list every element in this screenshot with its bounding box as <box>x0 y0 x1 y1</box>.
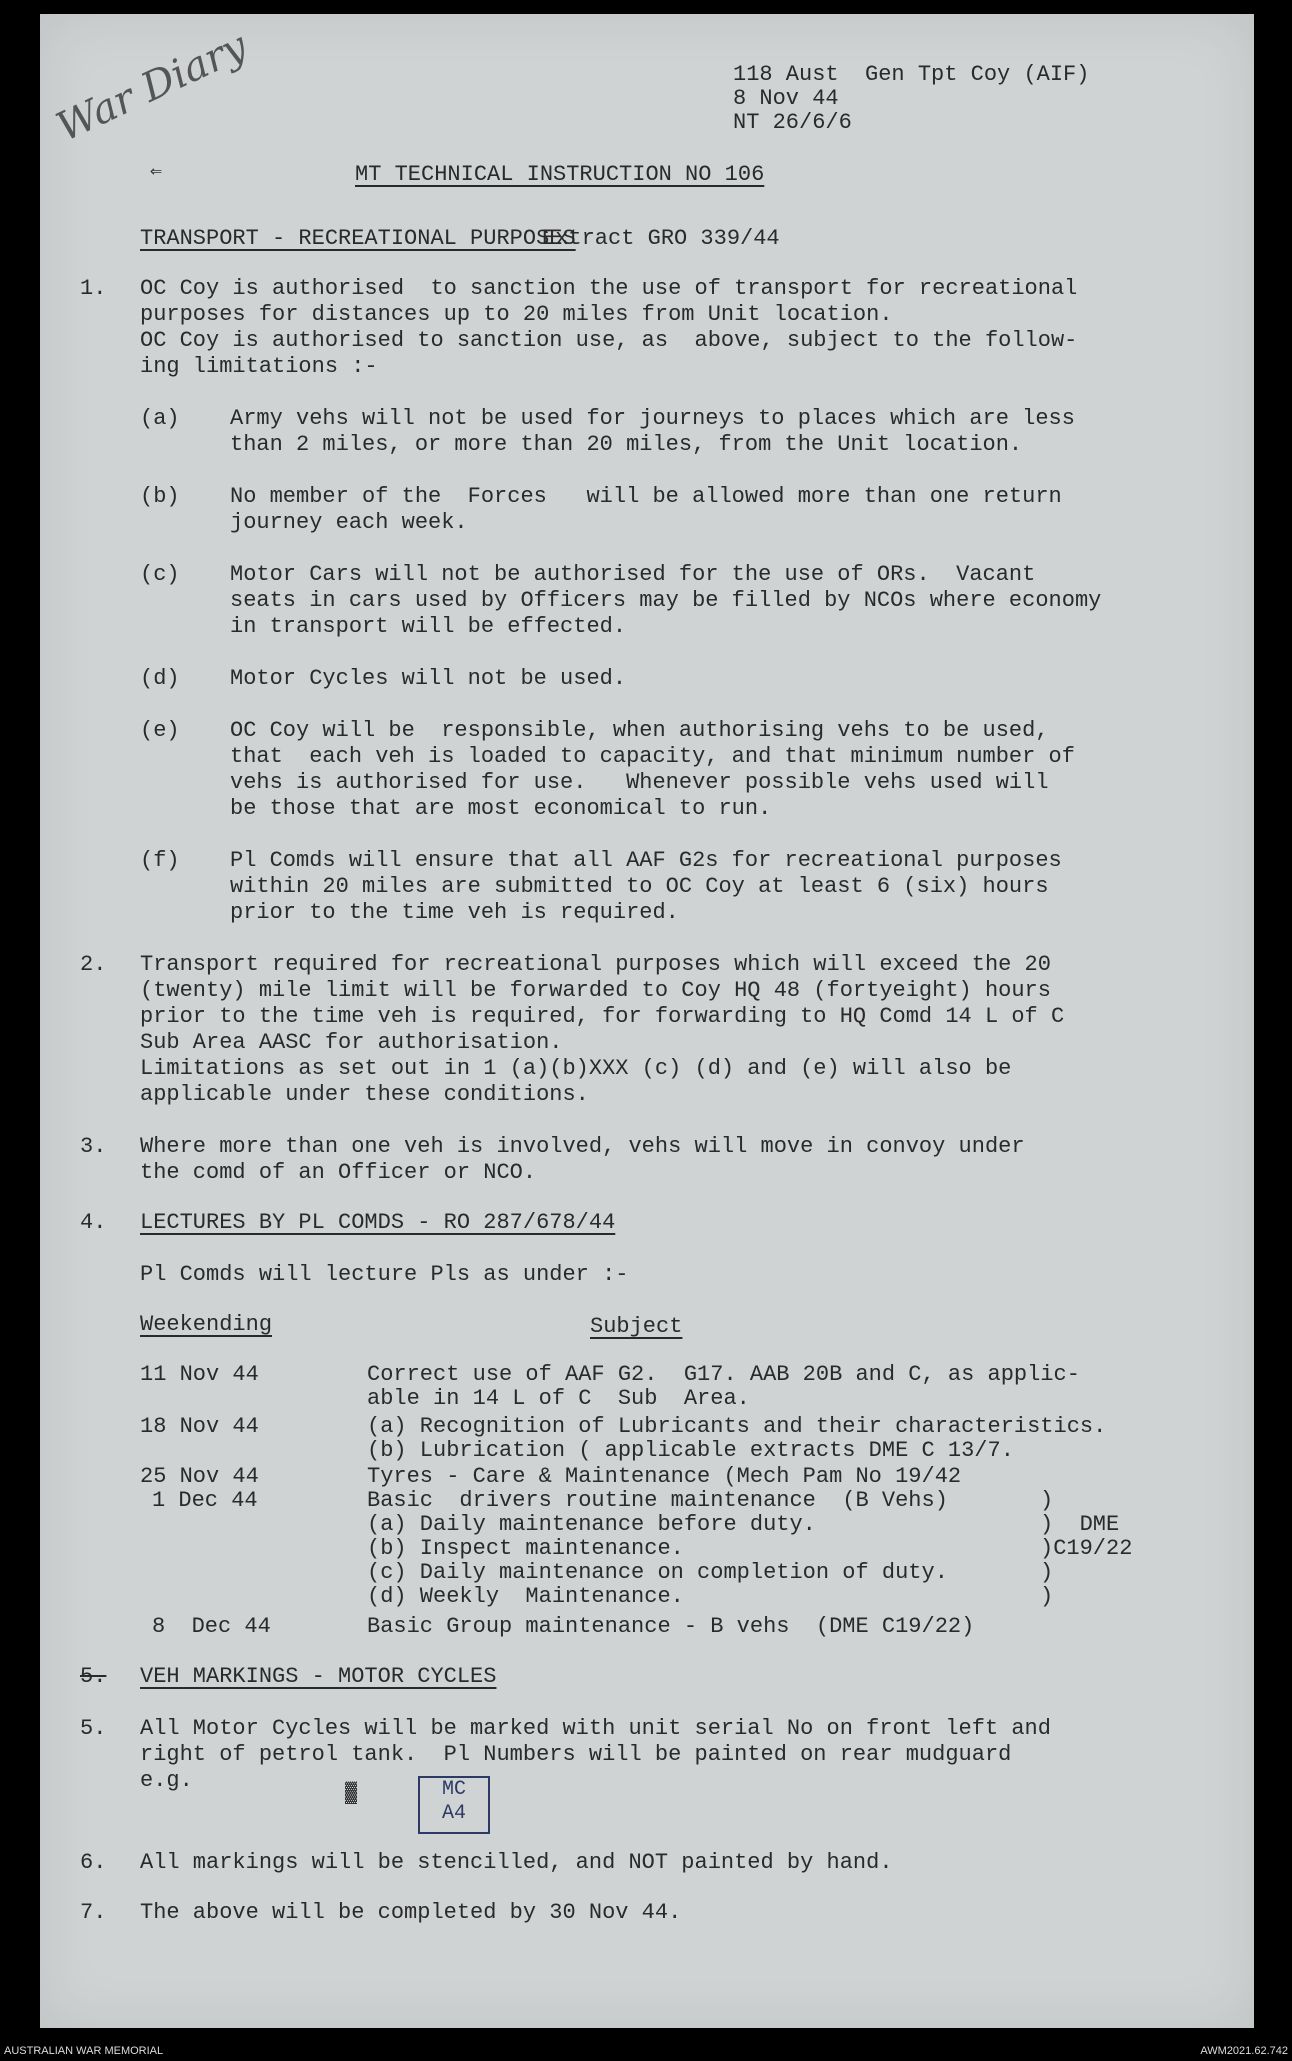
sub-label: (b) <box>140 484 180 509</box>
para-line: (twenty) mile limit will be forwarded to Coy HQ 48 (fortyeight) hours <box>140 978 1051 1003</box>
lecture-week: 18 Nov 44 <box>140 1414 259 1439</box>
sub-line: OC Coy will be responsible, when authorising vehs to be used, <box>230 718 1049 743</box>
para-line: OC Coy is authorised to sanction use, as above, subject to the follow- <box>140 328 1078 353</box>
section-heading-markings: VEH MARKINGS - MOTOR CYCLES <box>140 1664 497 1689</box>
sub-line: Army vehs will not be used for journeys to places which are less <box>230 406 1075 431</box>
lecture-subject: (d) Weekly Maintenance. <box>367 1584 684 1609</box>
sub-line: within 20 miles are submitted to OC Coy at least 6 (six) hours <box>230 874 1049 899</box>
section-heading-lectures: LECTURES BY PL COMDS - RO 287/678/44 <box>140 1210 616 1235</box>
dme-bracket: ) <box>1040 1560 1054 1585</box>
sub-line: vehs is authorised for use. Whenever possible vehs used will <box>230 770 1049 795</box>
lecture-intro: Pl Comds will lecture Pls as under :- <box>140 1262 629 1287</box>
section-heading-transport: TRANSPORT - RECREATIONAL PURPOSES <box>140 226 576 251</box>
header-ref: NT 26/6/6 <box>733 110 852 135</box>
sub-label: (a) <box>140 406 180 431</box>
para-line: Limitations as set out in 1 (a)(b)XXX (c) (d) and (e) will also be <box>140 1056 1012 1081</box>
sub-label: (e) <box>140 718 180 743</box>
dme-bracket: ) DME <box>1040 1512 1120 1537</box>
para-number: 1. <box>80 276 107 301</box>
lecture-subject: (a) Recognition of Lubricants and their characteristics. <box>367 1414 1107 1439</box>
lecture-subject: Basic drivers routine maintenance (B Vehs) <box>367 1488 948 1513</box>
lecture-week: 25 Nov 44 <box>140 1464 259 1489</box>
sub-label: (c) <box>140 562 180 587</box>
lecture-subject: Tyres - Care & Maintenance (Mech Pam No 19/42 <box>367 1464 962 1489</box>
section-extract-ref: Extract GRO 339/44 <box>542 226 780 251</box>
para-number: 4. <box>80 1210 107 1235</box>
para-line: Where more than one veh is involved, vehs will move in convoy under <box>140 1134 1025 1159</box>
document-page <box>40 14 1254 2028</box>
para-line: applicable under these conditions. <box>140 1082 589 1107</box>
para-line: Sub Area AASC for authorisation. <box>140 1030 563 1055</box>
sub-line: seats in cars used by Officers may be filled by NCOs where economy <box>230 588 1102 613</box>
para-line: prior to the time veh is required, for forwarding to HQ Comd 14 L of C <box>140 1004 1065 1029</box>
sub-line: be those that are most economical to run. <box>230 796 772 821</box>
sub-line: Motor Cycles will not be used. <box>230 666 627 691</box>
sub-line: No member of the Forces will be allowed more than one return <box>230 484 1062 509</box>
document-title: MT TECHNICAL INSTRUCTION NO 106 <box>355 162 765 187</box>
lecture-week: 11 Nov 44 <box>140 1362 259 1387</box>
para-line: The above will be completed by 30 Nov 44. <box>140 1900 682 1925</box>
lecture-subject: (c) Daily maintenance on completion of duty. <box>367 1560 948 1585</box>
column-header-week: Weekending <box>140 1312 273 1337</box>
para-line: ing limitations :- <box>140 354 378 379</box>
para-number: 5. <box>80 1716 107 1741</box>
sub-line: journey each week. <box>230 510 468 535</box>
footer-source: AUSTRALIAN WAR MEMORIAL <box>4 2045 164 2057</box>
dme-bracket: ) <box>1040 1584 1054 1609</box>
sub-line: Pl Comds will ensure that all AAF G2s for recreational purposes <box>230 848 1062 873</box>
dme-bracket: ) <box>1040 1488 1054 1513</box>
para-number: 6. <box>80 1850 107 1875</box>
para-line: All Motor Cycles will be marked with unit serial No on front left and <box>140 1716 1051 1741</box>
lecture-subject: (b) Lubrication ( applicable extracts DME C 13/7. <box>367 1438 1014 1463</box>
para-line: OC Coy is authorised to sanction the use of transport for recreational <box>140 276 1078 301</box>
para-number: 2. <box>80 952 107 977</box>
lecture-subject: Correct use of AAF G2. G17. AAB 20B and C, as applic- <box>367 1362 1080 1387</box>
para-line: purposes for distances up to 20 miles from Unit location. <box>140 302 893 327</box>
lecture-subject: Basic Group maintenance - B vehs (DME C19/22) <box>367 1614 975 1639</box>
sub-line: prior to the time veh is required. <box>230 900 679 925</box>
dme-bracket: )C19/22 <box>1040 1536 1133 1561</box>
para-line: e.g. <box>140 1768 193 1793</box>
lecture-subject: (a) Daily maintenance before duty. <box>367 1512 816 1537</box>
sub-label: (d) <box>140 666 180 691</box>
handwritten-note: War Diary <box>49 23 254 151</box>
sub-line: than 2 miles, or more than 20 miles, from the Unit location. <box>230 432 1023 457</box>
lecture-subject: (b) Inspect maintenance. <box>367 1536 684 1561</box>
sub-line: Motor Cars will not be authorised for the use of ORs. Vacant <box>230 562 1036 587</box>
sub-line: that each veh is loaded to capacity, and that minimum number of <box>230 744 1075 769</box>
para-line: the comd of an Officer or NCO. <box>140 1160 537 1185</box>
sub-line: in transport will be effected. <box>230 614 627 639</box>
struck-mark: ▓ <box>345 1782 356 1805</box>
header-unit: 118 Aust Gen Tpt Coy (AIF) <box>733 62 1090 87</box>
marking-example-stamp: MC A4 <box>418 1776 490 1834</box>
para-number: 7. <box>80 1900 107 1925</box>
para-line: right of petrol tank. Pl Numbers will be painted on rear mudguard <box>140 1742 1012 1767</box>
lecture-week: 1 Dec 44 <box>152 1488 258 1513</box>
para-line: All markings will be stencilled, and NOT painted by hand. <box>140 1850 893 1875</box>
footer-accession: AWM2021.62.742 <box>1200 2045 1288 2057</box>
para-line: Transport required for recreational purposes which will exceed the 20 <box>140 952 1051 977</box>
header-date: 8 Nov 44 <box>733 86 839 111</box>
column-header-subject: Subject <box>590 1314 683 1339</box>
lecture-week: 8 Dec 44 <box>152 1614 271 1639</box>
lecture-subject: able in 14 L of C Sub Area. <box>367 1386 750 1411</box>
para-number: 3. <box>80 1134 107 1159</box>
arrow-icon: ⇐ <box>150 161 163 184</box>
struck-number: 5. <box>80 1664 107 1689</box>
sub-label: (f) <box>140 848 180 873</box>
